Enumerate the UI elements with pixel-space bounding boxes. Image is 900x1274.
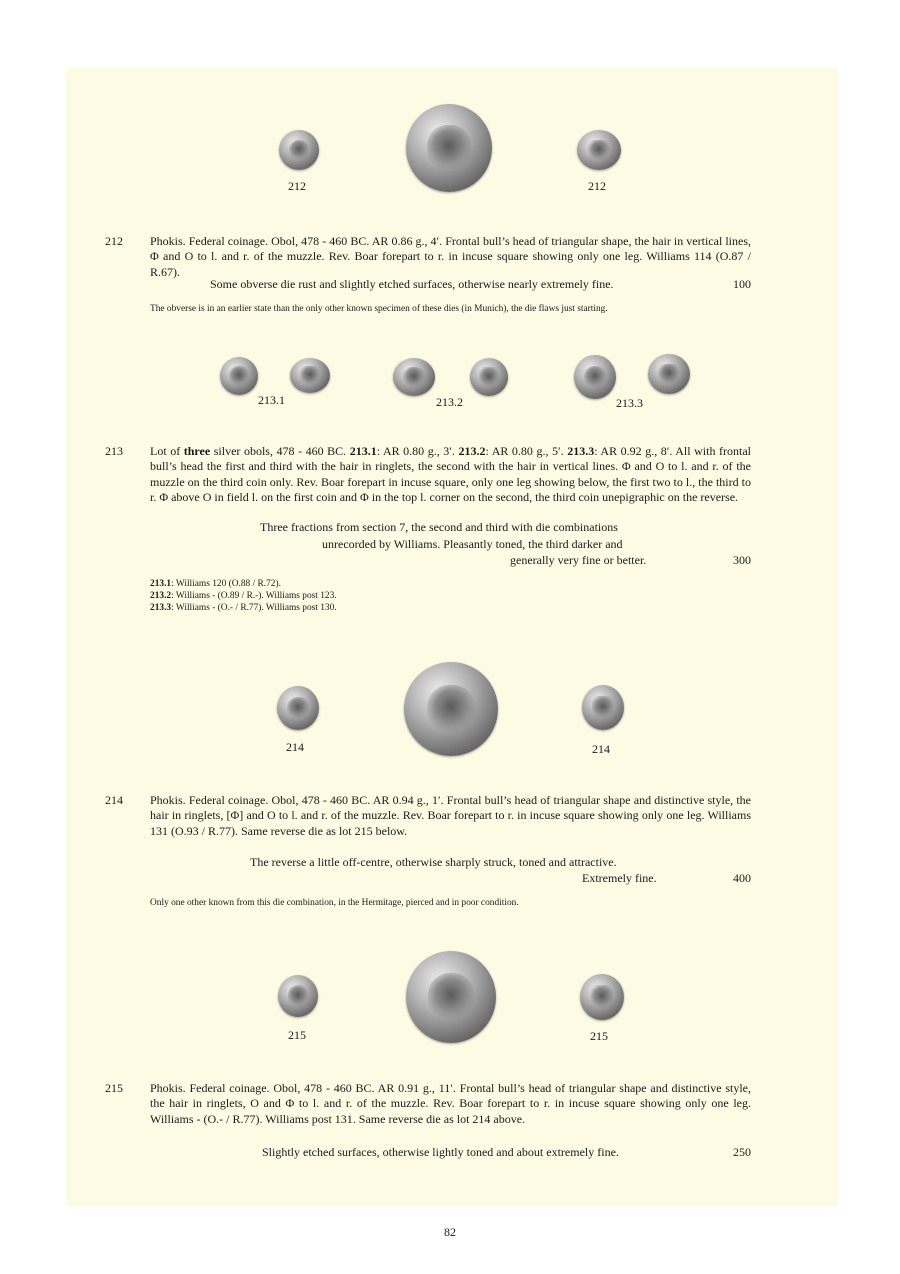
coin-213-2-obverse-image	[393, 358, 435, 396]
lot-description: Lot of three silver obols, 478 - 460 BC. 213.1: AR 0.80 g., 3′. 213.2: AR 0.80 g., 5′. 213.3: AR 0.92 g., 8′. All with frontal bull’s head the first and third with the hair in ringlets, the second with the hair in vertical lines. Φ and O to l. and r. of the muzzle on the third coin only. Rev. Boar forepart in incuse square, only one leg showing below, the first two to l., the third to r. Φ above O in field l. on the first coin and Φ in the top l. corner on the second, the third coin unepigraphic on the reverse.	[150, 444, 752, 504]
coin-213-1-obverse-image	[220, 357, 258, 395]
coin-213-3-obverse-image	[574, 355, 616, 399]
lot-number: 213	[105, 444, 123, 458]
coin-215-obverse-image	[278, 975, 318, 1017]
coin-214-enlarged-image	[404, 662, 498, 756]
coin-212-reverse-image	[577, 130, 621, 170]
lot-reference: 213.1: Williams 120 (O.88 / R.72).	[150, 579, 281, 589]
page-number: 82	[444, 1225, 456, 1239]
lot-estimate: 250	[733, 1145, 751, 1159]
coin-label: 212	[288, 179, 306, 193]
lot-estimate: 100	[733, 277, 751, 291]
lot-description: Phokis. Federal coinage. Obol, 478 - 460 BC. AR 0.91 g., 11′. Frontal bull’s head of triangular shape and distinctive style, the hair in ringlets, O and Φ to l. and r. of the muzzle. Rev. Boar forepart to r. in incuse square showing only one leg. Williams - (O.- / R.77). Williams post 131. Same reverse die as lot 214 above.	[150, 1081, 751, 1126]
coin-label: 213.1	[258, 393, 285, 407]
coin-213-2-reverse-image	[470, 358, 508, 396]
lot-number: 214	[105, 793, 123, 807]
coin-215-enlarged-image	[406, 951, 496, 1043]
coin-label: 215	[590, 1029, 608, 1043]
coin-212-enlarged-image	[406, 104, 492, 192]
coin-label: 215	[288, 1028, 306, 1042]
lot-condition: The reverse a little off-centre, otherwise sharply struck, toned and attractive.	[250, 855, 617, 869]
coin-214-obverse-image	[277, 686, 319, 730]
lot-description: Phokis. Federal coinage. Obol, 478 - 460 BC. AR 0.86 g., 4′. Frontal bull’s head of triangular shape, the hair in vertical lines, Φ and O to l. and r. of the muzzle. Rev. Boar forepart to r. in incuse square showing only one leg. Williams 114 (O.87 / R.67).	[150, 234, 751, 279]
lot-condition: Slightly etched surfaces, otherwise lightly toned and about extremely fine.	[262, 1145, 619, 1159]
lot-condition: Some obverse die rust and slightly etched surfaces, otherwise nearly extremely fine.	[210, 277, 614, 291]
coin-213-1-reverse-image	[290, 358, 330, 393]
coin-213-3-reverse-image	[648, 354, 690, 394]
coin-label: 213.3	[616, 396, 643, 410]
lot-estimate: 300	[733, 553, 751, 567]
lot-note: The obverse is in an earlier state than the only other known specimen of these dies (in Munich), the die flaws just starting.	[150, 304, 608, 314]
coin-214-reverse-image	[582, 685, 624, 730]
lot-condition: unrecorded by Williams. Pleasantly toned, the third darker and	[322, 537, 623, 551]
lot-reference: 213.3: Williams - (O.- / R.77). Williams post 130.	[150, 603, 337, 613]
lot-number: 215	[105, 1081, 123, 1095]
coin-212-obverse-image	[279, 130, 319, 170]
lot-estimate: 400	[733, 871, 751, 885]
coin-label: 212	[588, 179, 606, 193]
coin-label: 214	[592, 742, 610, 756]
lot-condition: Extremely fine.	[582, 871, 657, 885]
lot-condition: generally very fine or better.	[510, 553, 647, 567]
coin-215-reverse-image	[580, 974, 624, 1020]
coin-label: 214	[286, 740, 304, 754]
lot-note: Only one other known from this die combination, in the Hermitage, pierced and in poor condition.	[150, 898, 519, 908]
lot-number: 212	[105, 234, 123, 248]
lot-condition: Three fractions from section 7, the second and third with die combinations	[260, 520, 618, 534]
lot-description: Phokis. Federal coinage. Obol, 478 - 460 BC. AR 0.94 g., 1′. Frontal bull’s head of triangular shape and distinctive style, the hair in ringlets, [Φ] and O to l. and r. of the muzzle. Rev. Boar forepart to r. in incuse square showing only one leg. Williams 131 (O.93 / R.77). Same reverse die as lot 215 below.	[150, 793, 751, 838]
lot-reference: 213.2: Williams - (O.89 / R.-). Williams post 123.	[150, 591, 337, 601]
coin-label: 213.2	[436, 395, 463, 409]
